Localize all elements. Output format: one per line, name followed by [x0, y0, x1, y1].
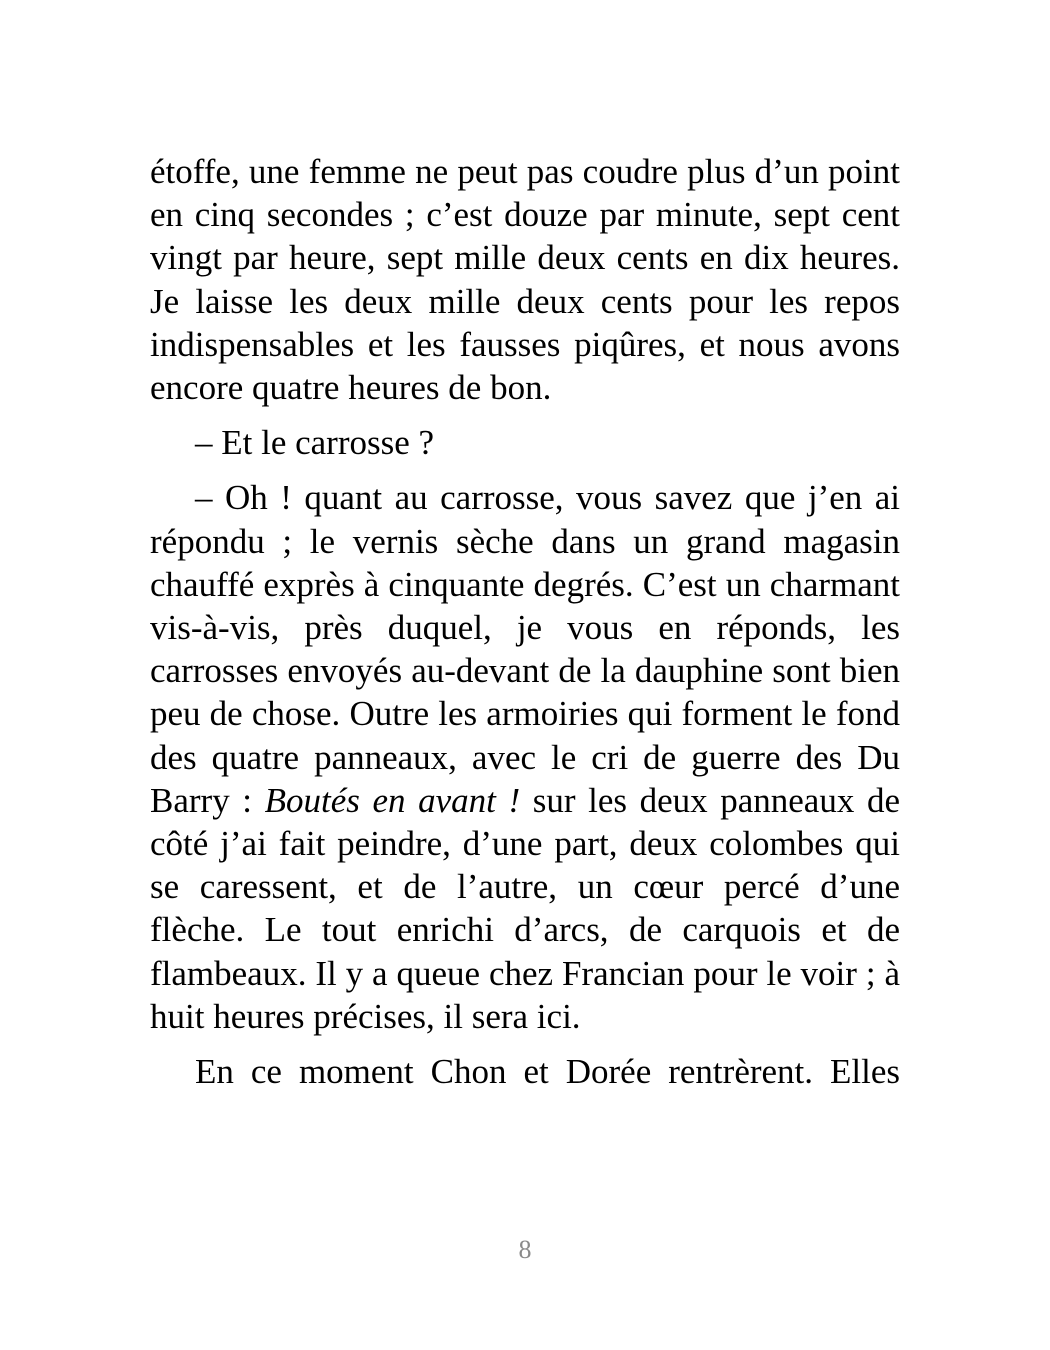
paragraph-3-dialogue: [150, 476, 900, 1038]
paragraph-3-text-end: sur les deux panneaux de côté j’ai fait peindre, d’une part, deux colombes qui se caressent, et de l’autre, un cœur percé d’une flèche. Le tout enrichi d’arcs, de carquois et de flambeaux. Il y a queue chez Francian pour le voir ; à huit heures précises, il sera ici.: [150, 780, 900, 1036]
paragraph-2-dialogue: – Et le carrosse ?: [195, 423, 435, 463]
paragraph-1: étoffe, une femme ne peut pas coudre plus d’un point en cinq secondes ; c’est douze par minute, sept cent vingt par heure, sept mille deux cents en dix heures. Je laisse les deux mille deux cents pour les repos indispensables et les fausses piqûres, et nous avons encore quatre heures de bon.: [150, 152, 900, 408]
paragraph-3-text-start: – Oh ! quant au carrosse, vous savez que j’en ai répondu ; le vernis sèche dans un grand magasin chauffé exprès à cinquante degrés. C’est un charmant vis-à-vis, près duquel, je vous en réponds, les carrosses envoyés au-devant de la dauphine sont bien peu de chose. Outre les armoiries qui forment le fond des quatre panneaux, avec le cri de guerre des Du Barry :: [150, 478, 900, 820]
paragraph-3-italic-motto: Boutés en avant !: [264, 780, 521, 820]
page-number: 8: [518, 1235, 532, 1264]
paragraph-4: En ce moment Chon et Dorée rentrèrent. Elles: [195, 1052, 900, 1092]
page-body: [150, 150, 900, 1105]
